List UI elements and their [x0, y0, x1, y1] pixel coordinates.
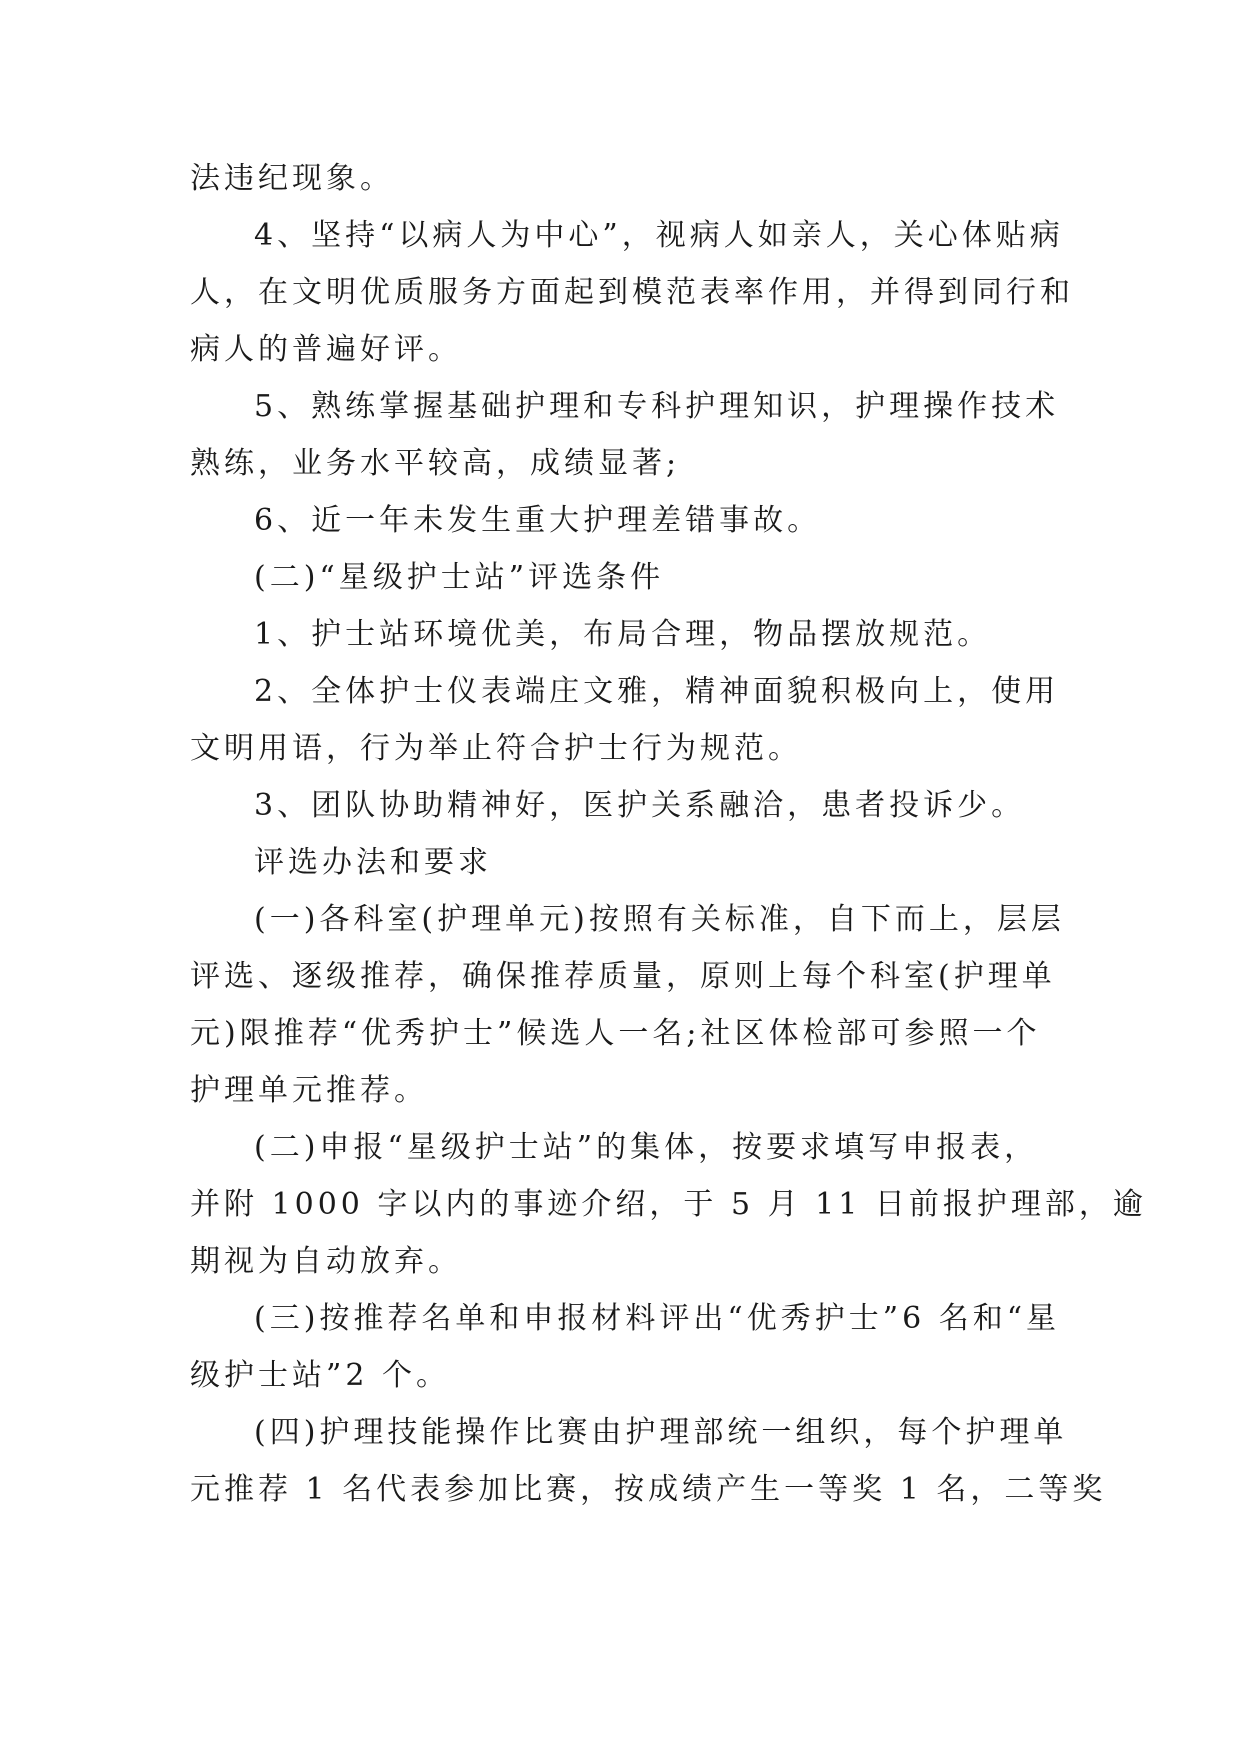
text-line	[190, 720, 1050, 777]
section-heading	[190, 549, 1050, 606]
line-16: 元)限推荐“优秀护士”候选人一名;社区体检部可参照一个	[190, 1016, 1041, 1051]
line-19: 并附 1000 字以内的事迹介绍，于 5 月 11 日前报护理部，逾	[190, 1187, 1147, 1222]
line-24: 元推荐 1 名代表参加比赛，按成绩产生一等奖 1 名，二等奖	[190, 1472, 1107, 1507]
line-18: (二)申报“星级护士站”的集体，按要求填写申报表，	[254, 1130, 1039, 1165]
line-4: 病人的普遍好评。	[190, 332, 462, 367]
text-line	[190, 1005, 1050, 1062]
line-8: (二)“星级护士站”评选条件	[254, 560, 665, 595]
line-9: 1、护士站环境优美，布局合理，物品摆放规范。	[254, 617, 992, 652]
text-line	[190, 606, 1050, 663]
text-line	[190, 264, 1074, 321]
text-line	[190, 1461, 1107, 1518]
line-10: 2、全体护士仪表端庄文雅，精神面貌积极向上，使用	[254, 674, 1060, 709]
text-line	[190, 948, 1056, 1005]
line-20: 期视为自动放弃。	[190, 1244, 462, 1279]
text-line	[190, 1347, 1050, 1404]
text-line	[190, 1290, 1061, 1347]
text-line	[190, 492, 1050, 549]
document-body	[190, 150, 1147, 1518]
line-6: 熟练，业务水平较高，成绩显著;	[190, 446, 681, 481]
line-21: (三)按推荐名单和申报材料评出“优秀护士”6 名和“星	[254, 1301, 1061, 1336]
text-line	[190, 435, 1050, 492]
line-12: 3、团队协助精神好，医护关系融洽，患者投诉少。	[254, 788, 1026, 823]
line-7: 6、近一年未发生重大护理差错事故。	[254, 503, 822, 538]
text-line	[190, 1062, 1050, 1119]
text-line	[190, 1233, 1050, 1290]
line-15: 评选、逐级推荐，确保推荐质量，原则上每个科室(护理单	[190, 959, 1056, 994]
line-14: (一)各科室(护理单元)按照有关标准，自下而上，层层	[254, 902, 1065, 937]
text-line	[190, 378, 1060, 435]
line-22: 级护士站”2 个。	[190, 1358, 450, 1393]
text-line	[190, 777, 1050, 834]
text-line	[190, 321, 1050, 378]
text-line	[190, 891, 1065, 948]
line-3: 人，在文明优质服务方面起到模范表率作用，并得到同行和	[190, 275, 1074, 310]
section-heading	[190, 834, 1050, 891]
text-line	[190, 150, 1050, 207]
text-line	[190, 1176, 1147, 1233]
line-11: 文明用语，行为举止符合护士行为规范。	[190, 731, 802, 766]
text-line	[190, 1404, 1068, 1461]
text-line	[190, 1119, 1050, 1176]
text-line	[190, 207, 1064, 264]
line-1: 法违纪现象。	[190, 161, 394, 196]
line-5: 5、熟练掌握基础护理和专科护理知识，护理操作技术	[254, 389, 1060, 424]
line-2: 4、坚持“以病人为中心”，视病人如亲人，关心体贴病	[254, 218, 1064, 253]
text-line	[190, 663, 1060, 720]
line-23: (四)护理技能操作比赛由护理部统一组织，每个护理单	[254, 1415, 1068, 1450]
line-17: 护理单元推荐。	[190, 1073, 428, 1108]
line-13: 评选办法和要求	[254, 845, 492, 880]
